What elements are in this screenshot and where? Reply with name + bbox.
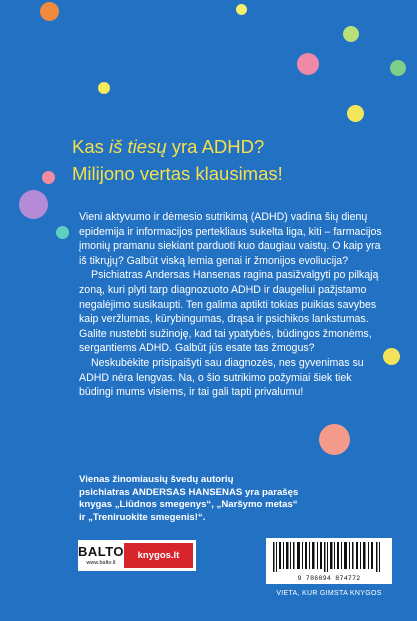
author-bio-line: Vienas žinomiausių švedų autorių (79, 474, 234, 485)
dot-pink-small (42, 171, 55, 184)
headline-prefix: Kas (72, 136, 110, 158)
author-bio-line: psichiatras ANDERSAS HANSENAS yra parašęs (79, 486, 299, 498)
headline-line-2: Milijono vertas klausimas! (72, 163, 283, 185)
balto-logo-url: www.balto.lt (86, 559, 116, 566)
blurb-paragraph: Psichiatras Andersas Hansenas ragina pasižvalgyti po pilkąją zoną, kuri plyti tarp diagnozuoto ADHD ir daugeliui pažįstamo negalėjimo susikaupti. Ten galima aptikti tokias puikias savybes kaip veržlumas, kūrybingumas, drąsa ir psichikos lankstumas. Galite nustebti sužinoję, kad tai ypatybės, būdingos žmonėms, sergantiems ADHD. Galbūt jūs esate tas žmogus? (79, 269, 379, 355)
dot-salmon (319, 424, 350, 455)
author-bio-line: knygas „Liūdnos smegenys“, „Naršymo metas“ (79, 499, 298, 511)
dot-pink (297, 53, 319, 75)
author-bio-line: ir „Treniruokite smegenis!“. (79, 511, 206, 523)
publisher-tagline: VIETA, KUR GIMSTA KNYGOS (276, 590, 382, 597)
barcode-icon (273, 542, 385, 572)
dot-teal (56, 226, 69, 239)
dot-lightgreen (343, 26, 359, 42)
dot-yellow-sm (98, 82, 110, 94)
balto-logo-mark: BALTO (77, 543, 125, 559)
isbn-barcode (266, 538, 392, 584)
blurb (79, 210, 384, 400)
dot-yellow-right (347, 105, 364, 122)
blurb-paragraph: Vieni aktyvumo ir dėmesio sutrikimą (ADHD) vadina šių dienų epidemija ir informacijos pertekliaus sukelta liga, kiti – farmacijos įmonių pramanu siekiant parduoti kuo daugiau vaistų. O kaip yra iš tikrųjų? Galbūt viską lemia genai ir žmonijos evoliucija? (79, 211, 382, 267)
headline-emphasis: iš tiesų (109, 136, 167, 158)
balto-logo (78, 540, 124, 571)
dot-yellow (236, 4, 247, 15)
isbn-digits: 9 786094 874772 (297, 575, 361, 582)
headline-line-1 (72, 133, 402, 160)
blurb-paragraph: Neskubėkite prisipaišyti sau diagnozės, nes gyvenimas su ADHD nėra lengvas. Na, o šio sutrikimo požymiai šiek tiek būdingi mums visiems, ir tai gali tapti privalumu! (79, 356, 364, 399)
dot-yellow-lower (383, 348, 400, 365)
dot-orange (40, 2, 59, 21)
headline (72, 133, 402, 187)
dot-purple (19, 190, 48, 219)
publisher-logos (78, 540, 196, 571)
knygos-logo: knygos.lt (124, 543, 193, 568)
author-bio (79, 474, 399, 524)
headline-suffix: yra ADHD? (166, 136, 265, 158)
dot-green (390, 60, 406, 76)
